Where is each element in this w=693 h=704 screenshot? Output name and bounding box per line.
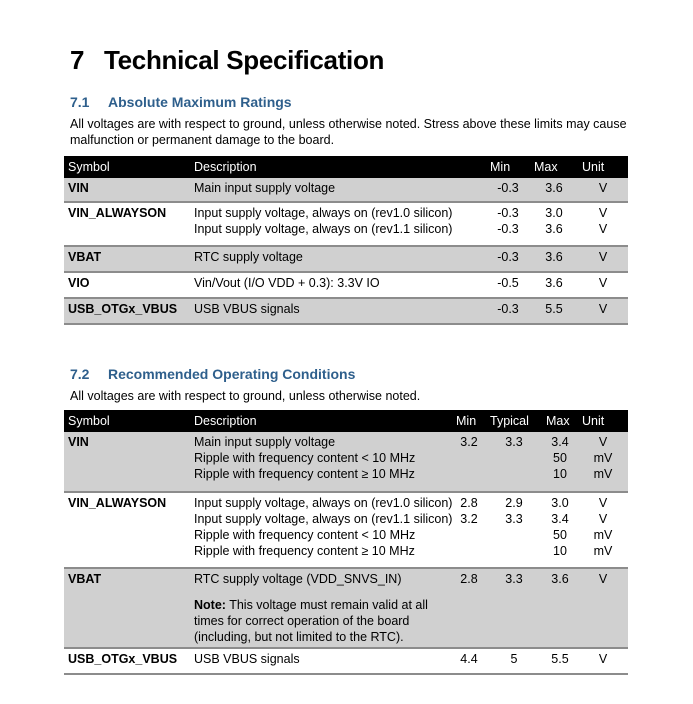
section-title: Technical Specification <box>104 45 385 75</box>
cell-description-line: Input supply voltage, always on (rev1.0 silicon) <box>194 206 453 220</box>
table-row <box>64 432 628 492</box>
cell-unit-line: V <box>598 276 608 290</box>
cell-symbol: VIN <box>64 432 190 492</box>
cell-max-line: 3.6 <box>545 222 563 236</box>
cell-max-line: 50 <box>553 451 567 465</box>
col-header-max: Max <box>542 410 578 432</box>
cell-description-line: USB VBUS signals <box>194 652 300 666</box>
abs-max-table <box>64 156 628 325</box>
section-number: 7 <box>70 45 85 75</box>
cell-min <box>486 246 530 272</box>
col-header-min: Min <box>486 156 530 178</box>
col-header-max: Max <box>530 156 578 178</box>
col-header-symbol: Symbol <box>64 156 190 178</box>
table-row <box>64 178 628 202</box>
cell-min-line: 2.8 <box>460 572 478 586</box>
cell-unit <box>578 432 628 492</box>
note-text: This voltage must remain valid at all times for correct operation of the board (including, but not limited to the RTC). <box>194 598 428 644</box>
cell-description <box>190 432 452 492</box>
cell-description-line: Input supply voltage, always on (rev1.1 silicon) <box>194 222 453 236</box>
cell-min <box>486 272 530 298</box>
cell-typical-line: 3.3 <box>505 572 523 586</box>
cell-description-line: Ripple with frequency content < 10 MHz <box>194 528 416 542</box>
cell-typical-line <box>490 543 538 559</box>
cell-typical <box>486 492 542 568</box>
cell-description <box>190 202 486 246</box>
cell-typical-line: 2.9 <box>505 496 523 510</box>
rec-op-intro: All voltages are with respect to ground, unless otherwise noted. <box>70 389 421 403</box>
cell-unit-line: V <box>598 250 608 264</box>
cell-max <box>530 202 578 246</box>
cell-description-line: Input supply voltage, always on (rev1.0 silicon) <box>194 496 453 510</box>
cell-max <box>542 432 578 492</box>
cell-unit-line: mV <box>593 451 613 465</box>
cell-max-line: 3.6 <box>545 250 563 264</box>
cell-max-line: 3.6 <box>551 572 569 586</box>
table-row <box>64 272 628 298</box>
cell-unit <box>578 298 628 324</box>
col-header-min: Min <box>452 410 486 432</box>
table-row <box>64 202 628 246</box>
cell-unit-line: mV <box>593 544 613 558</box>
cell-max-line: 5.5 <box>545 302 563 316</box>
cell-max-line: 3.6 <box>545 181 563 195</box>
cell-min-line: 2.8 <box>460 496 478 510</box>
table-row <box>64 648 628 674</box>
cell-max <box>530 272 578 298</box>
cell-min-line: -0.3 <box>497 181 519 195</box>
cell-max <box>542 648 578 674</box>
cell-min-line: -0.3 <box>497 206 519 220</box>
cell-symbol: VIN_ALWAYSON <box>64 202 190 246</box>
cell-typical-line: 5 <box>510 652 518 666</box>
cell-description <box>190 648 452 674</box>
cell-description-line: Input supply voltage, always on (rev1.1 silicon) <box>194 512 453 526</box>
cell-min-line: -0.3 <box>497 250 519 264</box>
cell-symbol: VIN <box>64 178 190 202</box>
cell-description-line: USB VBUS signals <box>194 302 300 316</box>
cell-description <box>190 298 486 324</box>
col-header-unit: Unit <box>578 156 628 178</box>
cell-description-line: Ripple with frequency content < 10 MHz <box>194 451 416 465</box>
cell-max <box>530 246 578 272</box>
cell-unit <box>578 178 628 202</box>
cell-symbol: VIO <box>64 272 190 298</box>
table-row <box>64 492 628 568</box>
cell-min <box>452 432 486 492</box>
cell-typical-line: 3.3 <box>505 435 523 449</box>
cell-max-line: 50 <box>553 528 567 542</box>
cell-unit <box>578 568 628 648</box>
cell-min-line: 4.4 <box>460 652 478 666</box>
cell-symbol: VBAT <box>64 568 190 648</box>
cell-typical-line <box>490 466 538 482</box>
cell-symbol: USB_OTGx_VBUS <box>64 298 190 324</box>
col-header-typical: Typical <box>486 410 542 432</box>
cell-unit-line: mV <box>593 528 613 542</box>
table-row <box>64 246 628 272</box>
cell-typical <box>486 432 542 492</box>
cell-symbol: VBAT <box>64 246 190 272</box>
cell-min-line <box>456 466 482 482</box>
cell-min <box>486 298 530 324</box>
cell-min-line <box>456 543 482 559</box>
cell-symbol: USB_OTGx_VBUS <box>64 648 190 674</box>
cell-min <box>486 178 530 202</box>
cell-typical <box>486 568 542 648</box>
cell-description-line: Ripple with frequency content ≥ 10 MHz <box>194 544 415 558</box>
cell-unit-line: V <box>598 496 608 510</box>
cell-unit-line: V <box>598 435 608 449</box>
cell-symbol: VIN_ALWAYSON <box>64 492 190 568</box>
cell-typical <box>486 648 542 674</box>
cell-max <box>542 568 578 648</box>
cell-description-line: RTC supply voltage (VDD_SNVS_IN) <box>194 572 402 586</box>
cell-typical-line: 3.3 <box>505 512 523 526</box>
subsection-title: Recommended Operating Conditions <box>108 366 356 382</box>
subsection-number: 7.1 <box>70 94 90 110</box>
cell-min <box>452 568 486 648</box>
cell-unit-line: V <box>598 572 608 586</box>
col-header-description: Description <box>190 156 486 178</box>
subsection-heading-rec-op <box>70 366 355 382</box>
cell-unit-line: mV <box>593 467 613 481</box>
cell-description-line: RTC supply voltage <box>194 250 303 264</box>
cell-description <box>190 492 452 568</box>
cell-min-line: 3.2 <box>460 435 478 449</box>
cell-typical-line <box>490 450 538 466</box>
cell-unit-line: V <box>598 206 608 220</box>
cell-max-line: 3.6 <box>545 276 563 290</box>
cell-max <box>530 178 578 202</box>
cell-min <box>486 202 530 246</box>
cell-description <box>190 246 486 272</box>
table-header-row <box>64 156 628 178</box>
cell-min-line: 3.2 <box>460 512 478 526</box>
rec-op-table <box>64 410 628 675</box>
section-heading <box>70 45 384 76</box>
table-row <box>64 568 628 648</box>
cell-max <box>542 492 578 568</box>
abs-max-intro: All voltages are with respect to ground, unless otherwise noted. Stress above these limits may cause malfunction or permanent damage to the board. <box>70 117 627 147</box>
subsection-heading-abs-max <box>70 94 292 110</box>
cell-description <box>190 568 452 648</box>
cell-max-line: 10 <box>553 467 567 481</box>
note-label: Note: <box>194 598 226 612</box>
cell-unit-line: V <box>598 302 608 316</box>
cell-min <box>452 492 486 568</box>
col-header-symbol: Symbol <box>64 410 190 432</box>
cell-unit <box>578 246 628 272</box>
cell-note <box>194 597 448 645</box>
cell-min-line: -0.5 <box>497 276 519 290</box>
cell-max-line: 10 <box>553 544 567 558</box>
cell-max-line: 3.4 <box>551 435 569 449</box>
col-header-unit: Unit <box>578 410 628 432</box>
cell-description-line: Main input supply voltage <box>194 435 336 449</box>
cell-max-line: 3.4 <box>551 512 569 526</box>
cell-description-line: Main input supply voltage <box>194 181 336 195</box>
table-row <box>64 298 628 324</box>
cell-unit-line: V <box>598 652 608 666</box>
cell-unit <box>578 492 628 568</box>
cell-max-line: 5.5 <box>551 652 569 666</box>
cell-unit-line: V <box>598 222 608 236</box>
cell-description <box>190 178 486 202</box>
cell-typical-line <box>490 527 538 543</box>
cell-unit-line: V <box>598 512 608 526</box>
cell-description-line: Ripple with frequency content ≥ 10 MHz <box>194 467 415 481</box>
cell-unit <box>578 648 628 674</box>
cell-min-line: -0.3 <box>497 302 519 316</box>
cell-max-line: 3.0 <box>545 206 563 220</box>
cell-max <box>530 298 578 324</box>
cell-unit <box>578 202 628 246</box>
cell-description-line: Vin/Vout (I/O VDD + 0.3): 3.3V IO <box>194 276 380 290</box>
subsection-number: 7.2 <box>70 366 90 382</box>
cell-min-line <box>456 527 482 543</box>
cell-max-line: 3.0 <box>551 496 569 510</box>
cell-min <box>452 648 486 674</box>
cell-min-line <box>456 450 482 466</box>
subsection-title: Absolute Maximum Ratings <box>108 94 292 110</box>
cell-min-line: -0.3 <box>497 222 519 236</box>
col-header-description: Description <box>190 410 452 432</box>
table-header-row <box>64 410 628 432</box>
cell-description <box>190 272 486 298</box>
cell-unit <box>578 272 628 298</box>
cell-unit-line: V <box>598 181 608 195</box>
